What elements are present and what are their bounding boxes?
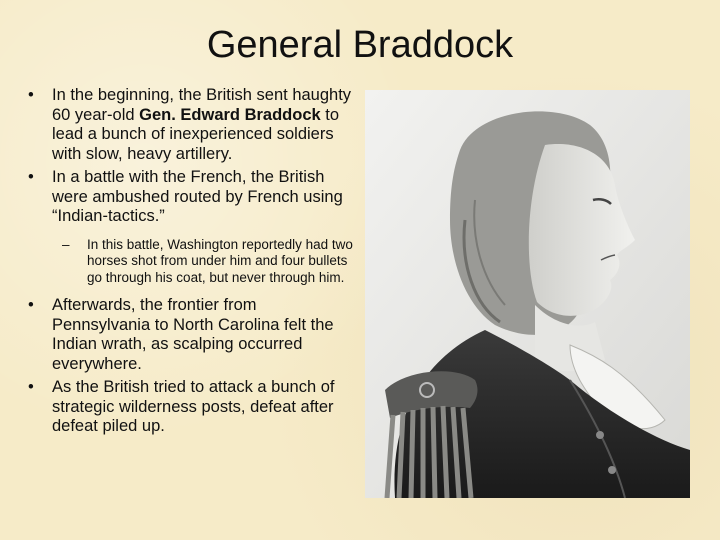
bullet-text: As the British tried to attack a bunch of strategic wilderness posts, defeat after defeat piled up.	[52, 378, 335, 435]
bullet-bold-text: Gen. Edward Braddock	[139, 105, 321, 124]
bullet-list	[24, 86, 354, 441]
sub-bullet-text: In this battle, Washington reportedly had two horses shot from under him and four bullets go through his coat, but never through him.	[87, 236, 353, 285]
bullet-text: to lead a bunch of inexperienced soldiers with slow, heavy artillery.	[52, 105, 340, 163]
slide-title: General Braddock	[206, 24, 514, 66]
bullet-text: In a battle with the French, the British were ambushed routed by French using “Indian-tactics.”	[52, 168, 343, 225]
sub-bullet-item	[24, 237, 354, 287]
dash-marker: –	[62, 236, 70, 252]
bullet-item	[24, 86, 354, 164]
bullet-item	[24, 168, 354, 227]
bullet-text: Afterwards, the frontier from Pennsylvania to North Carolina felt the Indian wrath, as scalping occurred everywhere.	[52, 296, 334, 373]
bullet-item	[24, 378, 354, 437]
portrait-image	[365, 90, 690, 498]
bullet-item	[24, 296, 354, 374]
bullet-text: In the beginning, the British sent haughty 60 year-old	[52, 86, 352, 124]
portrait-drawing	[365, 90, 690, 498]
